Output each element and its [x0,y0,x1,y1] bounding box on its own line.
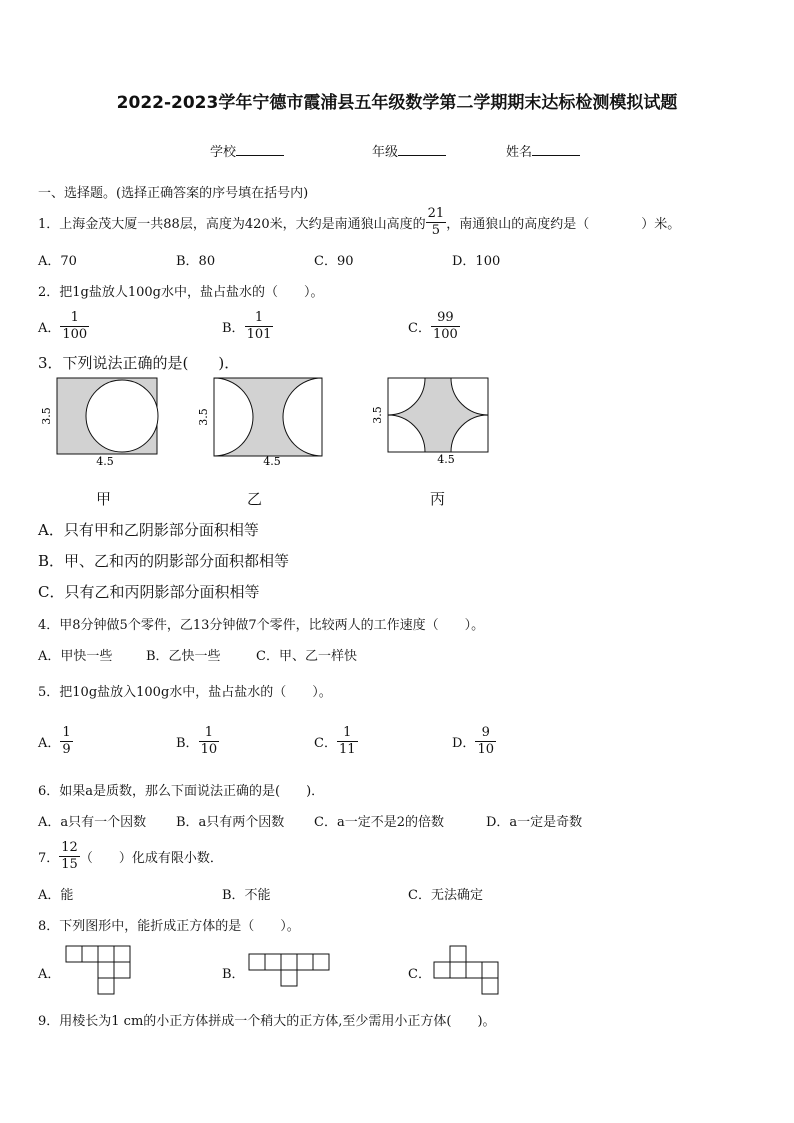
option-b: B．不能 [222,888,271,903]
option-a: A．a只有一个因数 [38,815,147,830]
question-8: 8．下列图形中，能折成正方体的是（ ）。 [38,919,300,934]
cube-net-c [434,946,498,994]
option-a: A．只有甲和乙阴影部分面积相等 [38,521,259,539]
question-5: 5．把10g盐放入100g水中，盐占盐水的（ ）。 [38,685,332,700]
cube-nets [60,940,510,1000]
option-c: C．只有乙和丙阴影部分面积相等 [38,583,260,601]
svg-text:3.5: 3.5 [40,407,53,425]
option-b: B． $\frac{1}{10}$ [176,724,218,757]
option-b: B．a只有两个因数 [176,815,285,830]
question-6: 6．如果a是质数，那么下面说法正确的是( )． [38,784,325,799]
area-figures [36,372,516,472]
figure-yi [197,378,322,468]
cube-net-b [249,954,329,986]
cube-net-a [66,946,130,994]
option-b: B．甲、乙和丙的阴影部分面积都相等 [38,552,290,570]
svg-text:4.5: 4.5 [96,455,114,468]
svg-text:4.5: 4.5 [263,455,281,468]
school-field: 学校 [210,141,284,160]
figure-bing [371,378,488,466]
svg-text:3.5: 3.5 [371,406,384,424]
figure-jia [40,378,158,468]
page-title: 2022-2023学年宁德市霞浦县五年级数学第二学期期末达标检测模拟试题 [116,93,678,113]
option-b: B． [222,967,245,982]
option-d: D．a一定是奇数 [486,815,583,830]
option-c: C． $\frac{99}{100}$ [408,309,458,342]
figure-label: 甲 [96,490,112,508]
option-a: A．能 [38,888,74,903]
question-7: 7． $\frac{12}{15}$ （ ）化成有限小数． [38,839,223,872]
option-c: C．90 [314,254,354,269]
grade-field: 年级 [372,141,446,160]
fraction: $\frac{21}{5}$ [427,205,445,238]
option-c: C．无法确定 [408,888,483,903]
svg-text:4.5: 4.5 [437,453,455,466]
option-a: A． $\frac{1}{9}$ [38,724,71,757]
question-3: 3．下列说法正确的是( )． [38,354,240,372]
option-d: D． $\frac{9}{10}$ [452,724,494,757]
question-2: 2．把1g盐放人100g水中，盐占盐水的（ ）。 [38,285,324,300]
figure-label: 丙 [430,490,446,508]
figure-label: 乙 [247,490,263,508]
fraction: $\frac{12}{15}$ [61,839,78,872]
section-heading: 一、选择题。(选择正确答案的序号填在括号内) [38,186,309,201]
option-b: B．80 [176,254,216,269]
option-c: C． [408,967,431,982]
option-b: B． $\frac{1}{101}$ [222,309,272,342]
name-field: 姓名 [506,141,580,160]
option-c: C． $\frac{1}{11}$ [314,724,356,757]
option-b: B．乙快一些 [146,649,221,664]
question-4: 4．甲8分钟做5个零件，乙13分钟做7个零件，比较两人的工作速度（ ）。 [38,618,485,633]
option-c: C．甲、乙一样快 [256,649,357,664]
option-a: A．70 [38,254,77,269]
option-a: A． [38,967,61,982]
question-9: 9．用棱长为1 cm的小正方体拼成一个稍大的正方体,至少需用小正方体( )。 [38,1014,496,1029]
option-a: A． $\frac{1}{100}$ [38,309,88,342]
option-a: A．甲快一些 [38,649,113,664]
svg-text:3.5: 3.5 [197,408,210,426]
question-1: 1．上海金茂大厦一共88层，高度为420米，大约是南通狼山高度的 $\frac{21}{5}$ ，南通狼山的高度约是（ ）米。 [38,205,681,238]
option-d: D．100 [452,254,501,269]
option-c: C．a一定不是2的倍数 [314,815,444,830]
